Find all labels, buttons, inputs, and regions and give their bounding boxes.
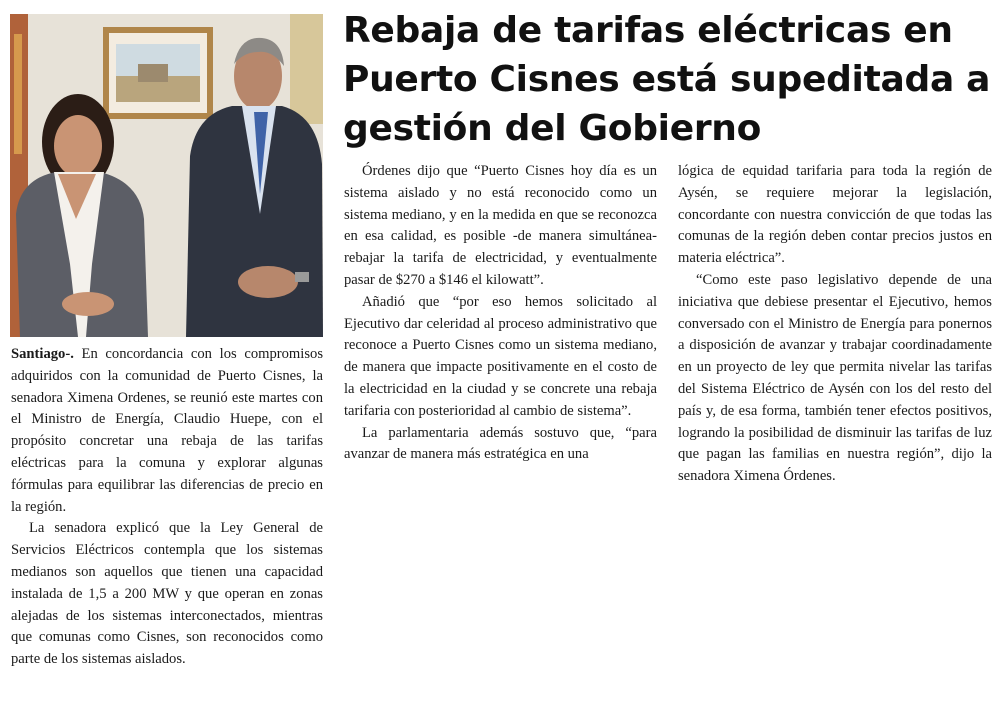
dateline: Santiago-. [11, 346, 74, 362]
paragraph-7: “Como este paso legislativo depende de una iniciativa que debiese presentar el Ejecutivo, hemos conversado con el Ministro de Energía para ponernos a disposición de avanzar y trabajar coordinadamente en un proyecto de ley que permita nivelar las tarifas del Sistema Eléctrico de Aysén con los del resto del país y, de esa forma, también tener efectos positivos, logrando la posibilidad de disminuir las tarifas de luz que pagan las familias en nuestra región”, dijo la senadora Ximena Órdenes. [678, 271, 992, 485]
paragraph-text: En concordancia con los compromisos adquiridos con la comunidad de Puerto Cisnes, la senadora Ximena Ordenes, se reunió este martes con el Ministro de Energía, Claudio Huepe, con el propósito concretar una rebaja de las tarifas eléctricas para la comuna y explorar algunas fórmulas para equilibrar las diferencias de precio en la región. [11, 346, 323, 515]
paragraph-3: Órdenes dijo que “Puerto Cisnes hoy día es un sistema aislado y no está reconocido como un sistema mediano, y en la medida en que se reconozca en esa calidad, es posible -de manera simultánea- rebajar la tarifa de electricidad, y eventualmente pasar de $270 a $146 el kilowatt”. [344, 163, 657, 288]
article-column-3 [678, 161, 992, 488]
article-column-1 [11, 344, 323, 671]
photo-illustration [10, 14, 323, 337]
paragraph-2: La senadora explicó que la Ley General de Servicios Eléctricos contempla que los sistemas medianos son aquellos que tienen una capacidad instalada de 1,5 a 200 MW y que operan en zonas alejadas de los sistemas interconectados, mientras que comunas como Cisnes, son reconocidos como parte de los sistemas aislados. [11, 520, 323, 668]
paragraph-6: lógica de equidad tarifaria para toda la región de Aysén, se requiere mejorar la legislación, concordante con nuestra convicción de que todas las comunas de la región deben contar precios justos en materia eléctrica”. [678, 163, 992, 267]
article-column-2 [344, 161, 657, 466]
paragraph-1 [11, 344, 323, 518]
article-photo [10, 14, 323, 337]
paragraph-4: Añadió que “por eso hemos solicitado al Ejecutivo dar celeridad al proceso administrativo que reconoce a Puerto Cisnes como un sistema mediano, de manera que impacte positivamente en el costo de la electricidad en la ciudad y se concrete una rebaja tarifaria con posterioridad al cambio de sistema”. [344, 293, 657, 419]
article-headline: Rebaja de tarifas eléctricas en Puerto Cisnes está supeditada a gestión del Gobierno [343, 10, 991, 149]
paragraph-5: La parlamentaria además sostuvo que, “para avanzar de manera más estratégica en una [344, 424, 657, 463]
